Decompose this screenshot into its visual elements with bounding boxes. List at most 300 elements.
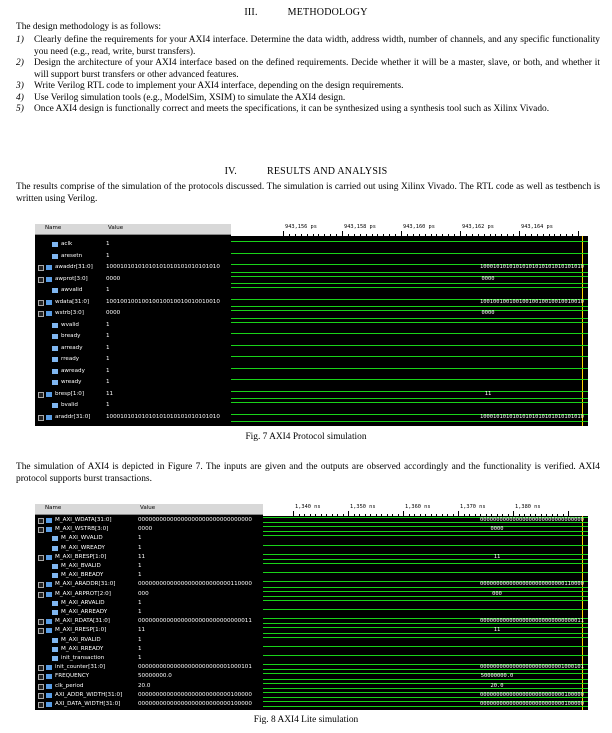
ruler-tick-mark (407, 234, 408, 236)
bus-waveform-value: 10001010101010101010101010101010 (480, 413, 584, 420)
ruler-tick-mark (377, 234, 378, 236)
signal-value: 00000000000000000000000001000101 (138, 664, 252, 671)
signal-name: M_AXI_ARREADY (61, 609, 108, 615)
bus-signal-icon (46, 265, 52, 270)
expand-toggle-icon[interactable] (38, 518, 44, 524)
signal-name: wdata[31:0] (55, 298, 90, 305)
signal-row[interactable] (35, 343, 231, 354)
ruler-tick-mark (436, 514, 437, 516)
signal-value: 1 (106, 241, 110, 247)
signal-name: M_AXI_WREADY (61, 544, 105, 551)
results-heading-text: RESULTS AND ANALYSIS (266, 166, 388, 177)
ruler-tick-mark (299, 514, 300, 516)
ruler-tick-label: 943,164 ps (521, 224, 553, 230)
ruler-tick-mark (495, 234, 496, 236)
ruler-tick-mark (398, 514, 399, 516)
expand-toggle-icon[interactable] (38, 665, 44, 671)
ruler-tick-mark (337, 514, 338, 516)
ruler-tick-mark (537, 234, 538, 236)
fig8-simulation-screenshot (35, 504, 588, 710)
expand-toggle-icon[interactable] (38, 684, 44, 690)
signal-icon (52, 403, 58, 408)
ruler-tick-mark (464, 514, 465, 516)
signal-row[interactable] (35, 262, 231, 273)
bit-waveform (231, 379, 588, 380)
expand-toggle-icon[interactable] (38, 415, 44, 421)
step-text: Design the architecture of your AXI4 interface based on the defined requirements. Decide whether it will be a master, slave, or both, and whether it will support burst transfers or other advanced features. (34, 58, 600, 80)
bus-signal-icon (46, 665, 52, 670)
signal-row[interactable] (35, 389, 231, 400)
signal-name: AXI_ADDR_WIDTH[31:0] (55, 691, 123, 698)
bus-signal-icon (46, 582, 52, 587)
ruler-tick-mark (507, 234, 508, 236)
step-text: Once AXI4 design is functionally correct and meets the specifications, it can be synthesized using a synthesis tool such as Xilinx Vivado. (34, 104, 550, 114)
ruler-tick-mark (326, 514, 327, 516)
bus-signal-icon (46, 592, 52, 597)
signal-icon (52, 546, 58, 551)
step-text: Write Verilog RTL code to implement your AXI4 interface, depending on the design requirements. (34, 81, 404, 91)
signal-row[interactable] (35, 354, 231, 365)
signal-icon (52, 334, 58, 339)
expand-toggle-icon[interactable] (38, 555, 44, 561)
signal-value: 11 (106, 390, 114, 397)
ruler-tick-mark (490, 234, 491, 236)
signal-value: 1 (138, 645, 142, 652)
ruler-tick-mark (525, 234, 526, 236)
ruler-tick-mark (472, 234, 473, 236)
signal-row[interactable] (35, 400, 231, 411)
ruler-tick-mark (425, 514, 426, 516)
ruler-tick-mark (381, 514, 382, 516)
signal-row[interactable] (35, 366, 231, 377)
ruler-tick-mark (318, 234, 319, 236)
results-heading (0, 166, 612, 177)
signal-row[interactable] (35, 308, 231, 319)
signal-value: 00000000000000000000000000100000 (138, 691, 252, 698)
signal-row[interactable] (35, 320, 231, 331)
bit-waveform (263, 655, 588, 656)
signal-value: 00000000000000000000000000000000 (138, 517, 252, 523)
bus-waveform-value: 20.0 (490, 682, 504, 689)
ruler-tick-mark (389, 234, 390, 236)
ruler-tick-mark (566, 234, 567, 236)
bus-waveform (263, 627, 588, 633)
ruler-tick-label: 943,162 ps (462, 224, 494, 230)
waveform-area[interactable] (231, 224, 588, 426)
signal-name: init_counter[31:0] (55, 664, 106, 671)
signal-row[interactable] (35, 699, 263, 710)
fig7-simulation-screenshot (35, 224, 588, 426)
ruler-tick-mark (395, 234, 396, 236)
signal-name: aresetn (61, 252, 83, 259)
signal-name: M_AXI_ARADDR[31:0] (55, 581, 116, 588)
signal-icon (52, 254, 58, 259)
signal-row[interactable] (35, 239, 231, 250)
signal-value: 00000000000000000000000000000011 (138, 618, 252, 625)
signal-value: 1 (106, 333, 110, 339)
ruler-tick-mark (359, 514, 360, 516)
signal-name: clk_period (55, 682, 84, 689)
expand-toggle-icon[interactable] (38, 582, 44, 588)
methodology-heading-number: III. (244, 7, 258, 18)
ruler-tick-mark (431, 514, 432, 516)
bus-signal-icon (46, 693, 52, 698)
signal-icon (52, 656, 58, 661)
signal-icon (52, 346, 58, 351)
signal-icon (52, 357, 58, 362)
signal-value: 1 (106, 367, 110, 374)
signal-value: 000 (138, 590, 149, 597)
bit-waveform (231, 322, 588, 323)
results-paragraph-2: The simulation of AXI4 is depicted in Figure 7. The inputs are given and the outputs are observed accordingly and the functionality is verified. AXI4 protocol supports burst transactions. (16, 462, 600, 484)
bus-signal-icon (46, 277, 52, 282)
signal-name: awready (61, 367, 85, 374)
signal-icon (52, 536, 58, 541)
signal-name: wready (61, 379, 82, 385)
ruler-tick-label: 1,340 ns (295, 504, 321, 510)
ruler-tick-mark (502, 514, 503, 516)
ruler-tick-mark (436, 234, 437, 236)
signal-row[interactable] (35, 251, 231, 262)
column-header (35, 224, 231, 235)
results-heading-number: IV. (224, 166, 237, 177)
bus-waveform-value: 0000 (490, 526, 504, 533)
ruler-tick-mark (301, 234, 302, 236)
bus-waveform-value: 50000000.0 (480, 673, 514, 680)
ruler-tick-mark (478, 234, 479, 236)
ruler-tick-mark (365, 514, 366, 516)
bus-waveform-value: 10001010101010101010101010101010 (480, 264, 584, 270)
signal-name: bready (61, 333, 81, 339)
ruler-tick-mark (460, 231, 461, 236)
ruler-tick-mark (453, 514, 454, 516)
ruler-tick-mark (519, 514, 520, 516)
bit-waveform (263, 637, 588, 638)
signal-value: 11 (138, 553, 146, 560)
ruler-tick-mark (370, 514, 371, 516)
signal-icon (52, 601, 58, 606)
ruler-tick-mark (557, 514, 558, 516)
ruler-tick-mark (524, 514, 525, 516)
signal-value: 11 (138, 627, 146, 634)
signal-row[interactable] (35, 377, 231, 388)
methodology-intro: The design methodology is as follows: (16, 22, 162, 32)
ruler-tick-mark (546, 514, 547, 516)
bus-signal-icon (46, 619, 52, 624)
ruler-tick-mark (568, 511, 569, 516)
signal-name: FREQUENCY (55, 673, 90, 680)
signal-name: init_transaction (61, 655, 105, 661)
signal-value: 1 (106, 344, 110, 351)
ruler-tick-mark (530, 514, 531, 516)
bit-waveform (231, 287, 588, 288)
ruler-tick-mark (324, 234, 325, 236)
signal-row[interactable] (35, 274, 231, 285)
bus-waveform-value: 10010010010010010010010010010010 (480, 298, 584, 305)
ruler-tick-mark (572, 234, 573, 236)
step-number: 2) (16, 58, 24, 68)
signal-name: M_AXI_BVALID (61, 563, 101, 569)
bit-waveform (263, 545, 588, 546)
ruler-tick-mark (519, 231, 520, 236)
bit-waveform (263, 572, 588, 573)
bus-waveform (263, 683, 588, 689)
signal-icon (52, 564, 58, 569)
ruler-tick-mark (401, 231, 402, 236)
ruler-tick-mark (431, 234, 432, 236)
bus-waveform-value: 00000000000000000000000000000011 (480, 618, 584, 625)
ruler-tick-mark (354, 514, 355, 516)
ruler-tick-mark (332, 514, 333, 516)
ruler-tick-mark (513, 511, 514, 516)
signal-row[interactable] (35, 331, 231, 342)
signal-value: 0000 (106, 310, 121, 316)
ruler-tick-mark (304, 514, 305, 516)
signal-value: 20.0 (138, 682, 151, 689)
signal-name: rready (61, 356, 80, 362)
ruler-tick-mark (409, 514, 410, 516)
methodology-step (16, 93, 600, 105)
ruler-tick-mark (475, 514, 476, 516)
ruler-tick-mark (366, 234, 367, 236)
ruler-tick-label: 1,360 ns (405, 504, 431, 510)
ruler-tick-label: 1,380 ns (515, 504, 541, 510)
ruler-tick-mark (387, 514, 388, 516)
signal-icon (52, 288, 58, 293)
fig7-caption: Fig. 7 AXI4 Protocol simulation (245, 432, 367, 442)
ruler-tick-mark (420, 514, 421, 516)
ruler-tick-mark (283, 231, 284, 236)
ruler-tick-mark (447, 514, 448, 516)
signal-name: bvalid (61, 402, 78, 408)
ruler-tick-mark (454, 234, 455, 236)
signal-name: awvalid (61, 287, 83, 293)
signal-row[interactable] (35, 412, 231, 423)
expand-toggle-icon[interactable] (38, 265, 44, 271)
bus-signal-icon (46, 518, 52, 523)
expand-toggle-icon[interactable] (38, 592, 44, 598)
expand-toggle-icon[interactable] (38, 702, 44, 708)
expand-toggle-icon[interactable] (38, 392, 44, 398)
signal-name: M_AXI_RRESP[1:0] (55, 627, 107, 634)
results-paragraph-1: The results comprise of the simulation of the protocols discussed. The simulation is carried out using Xilinx Vivado. The RTL code as well as testbench is written using Verilog. (16, 182, 600, 204)
bus-waveform-value: 000 (492, 590, 502, 597)
signal-name: AXI_DATA_WIDTH[31:0] (55, 701, 121, 707)
signal-value: 1 (138, 655, 142, 661)
ruler-tick-mark (513, 234, 514, 236)
methodology-step (16, 104, 600, 116)
ruler-tick-mark (469, 514, 470, 516)
signal-value: 1 (138, 572, 142, 579)
fig8-caption: Fig. 8 AXI4 Lite simulation (253, 715, 359, 725)
ruler-tick-mark (497, 514, 498, 516)
signal-value: 1 (106, 252, 110, 259)
ruler-tick-mark (458, 511, 459, 516)
expand-toggle-icon[interactable] (38, 300, 44, 306)
ruler-tick-mark (414, 514, 415, 516)
bit-waveform (263, 600, 588, 601)
signal-value: 00000000000000000000000000100000 (138, 701, 252, 707)
ruler-tick-mark (554, 234, 555, 236)
step-number: 1) (16, 35, 24, 45)
bus-waveform-value: 11 (493, 627, 501, 634)
signal-value: 1 (138, 563, 142, 569)
signal-value: 1 (106, 402, 110, 408)
signal-icon (52, 647, 58, 652)
signal-value: 10001010101010101010101010101010 (106, 264, 220, 270)
signal-icon (52, 323, 58, 328)
signal-name: M_AXI_RDATA[31:0] (55, 618, 110, 625)
signal-value: 1 (106, 379, 110, 385)
bit-waveform (263, 609, 588, 610)
signal-value: 1 (106, 356, 110, 362)
bus-waveform-value: 00000000000000000000000000000000 (480, 517, 584, 523)
bus-signal-icon (46, 674, 52, 679)
bit-waveform (263, 535, 588, 536)
ruler-tick-mark (330, 234, 331, 236)
expand-toggle-icon[interactable] (38, 674, 44, 680)
bit-waveform (231, 368, 588, 369)
signal-row[interactable] (35, 285, 231, 296)
signal-icon (52, 369, 58, 374)
bus-signal-icon (46, 392, 52, 397)
ruler-tick-mark (578, 231, 579, 236)
bus-waveform-value: 0000 (481, 310, 495, 316)
signal-value: 1 (138, 636, 142, 643)
ruler-tick-mark (383, 234, 384, 236)
signal-icon (52, 610, 58, 615)
ruler-tick-mark (348, 234, 349, 236)
ruler-tick-mark (343, 514, 344, 516)
methodology-heading-text: METHODOLOGY (287, 7, 368, 18)
ruler-tick-mark (342, 231, 343, 236)
bus-signal-icon (46, 628, 52, 633)
bit-waveform (231, 241, 588, 242)
bus-signal-icon (46, 311, 52, 316)
bit-waveform (231, 402, 588, 403)
ruler-tick-label: 943,156 ps (285, 224, 317, 230)
bus-waveform (231, 310, 588, 319)
bus-waveform (231, 276, 588, 285)
bus-signal-icon (46, 300, 52, 305)
ruler-tick-mark (315, 514, 316, 516)
bus-waveform (263, 591, 588, 597)
ruler-tick-mark (372, 234, 373, 236)
ruler-tick-mark (403, 511, 404, 516)
signal-value: 0000 (138, 526, 153, 533)
ruler-tick-mark (289, 234, 290, 236)
bus-waveform (231, 391, 588, 400)
ruler-tick-mark (448, 234, 449, 236)
signal-name: M_AXI_ARPROT[2:0] (55, 590, 111, 597)
ruler-tick-label: 943,160 ps (403, 224, 435, 230)
signal-icon (52, 380, 58, 385)
signal-icon (52, 242, 58, 247)
signal-value: 10010010010010010010010010010010 (106, 298, 220, 305)
ruler-tick-mark (563, 514, 564, 516)
bus-waveform-value: 00000000000000000000000001000101 (480, 664, 584, 671)
ruler-tick-mark (480, 514, 481, 516)
expand-toggle-icon[interactable] (38, 311, 44, 317)
ruler-tick-mark (541, 514, 542, 516)
step-number: 3) (16, 81, 24, 91)
signal-name: M_AXI_WSTRB[3:0] (55, 526, 109, 533)
name-column-header[interactable]: Name (45, 505, 62, 511)
bus-signal-icon (46, 527, 52, 532)
bit-waveform (231, 345, 588, 346)
signal-value: 1 (138, 599, 142, 606)
ruler-tick-mark (336, 234, 337, 236)
signal-value: 1 (106, 321, 110, 328)
ruler-tick-mark (425, 234, 426, 236)
ruler-tick-mark (466, 234, 467, 236)
signal-name: M_AXI_RREADY (61, 645, 104, 652)
ruler-tick-mark (486, 514, 487, 516)
bus-waveform-value: 00000000000000000000000000110000 (480, 581, 584, 588)
name-column-header[interactable]: Name (45, 225, 62, 231)
ruler-tick-mark (508, 514, 509, 516)
waveform-area[interactable] (263, 504, 588, 710)
step-text: Clearly define the requirements for your AXI4 interface. Determine the data width, address width, number of channels, and any specific functionality you need (e.g., read, write, burst transfers). (34, 35, 600, 57)
signal-value: 10001010101010101010101010101010 (106, 413, 220, 420)
signal-value: 1 (106, 287, 110, 293)
bus-signal-icon (46, 684, 52, 689)
signal-name: M_AXI_RVALID (61, 636, 101, 643)
ruler-tick-mark (419, 234, 420, 236)
ruler-tick-mark (560, 234, 561, 236)
expand-toggle-icon[interactable] (38, 277, 44, 283)
signal-value: 1 (138, 535, 142, 542)
bus-waveform (263, 526, 588, 532)
expand-toggle-icon[interactable] (38, 628, 44, 634)
signal-name: aclk (61, 241, 73, 247)
bus-waveform (263, 673, 588, 679)
bus-waveform-value: 0000 (481, 275, 495, 282)
signal-name: arready (61, 344, 83, 351)
signal-value: 50000000.0 (138, 673, 172, 680)
ruler-tick-mark (307, 234, 308, 236)
ruler-tick-mark (442, 514, 443, 516)
ruler-tick-mark (484, 234, 485, 236)
ruler-tick-mark (310, 514, 311, 516)
ruler-tick-mark (549, 234, 550, 236)
ruler-tick-mark (491, 514, 492, 516)
bit-waveform (231, 333, 588, 334)
signal-name: awprot[3:0] (55, 275, 88, 282)
bus-waveform-value: 00000000000000000000000000100000 (480, 701, 584, 707)
expand-toggle-icon[interactable] (38, 619, 44, 625)
bus-signal-icon (46, 415, 52, 420)
ruler-tick-mark (295, 234, 296, 236)
bit-waveform (231, 253, 588, 254)
expand-toggle-icon[interactable] (38, 527, 44, 533)
step-number: 5) (16, 104, 24, 114)
signal-value: 00000000000000000000000000110000 (138, 581, 252, 588)
methodology-heading (0, 7, 612, 18)
bus-waveform (263, 554, 588, 560)
expand-toggle-icon[interactable] (38, 693, 44, 699)
signal-icon (52, 573, 58, 578)
value-column-header[interactable]: Value (140, 505, 156, 511)
signal-name: M_AXI_BRESP[1:0] (55, 553, 107, 560)
signal-row[interactable] (35, 297, 231, 308)
value-column-header[interactable]: Value (108, 225, 124, 231)
column-header (35, 504, 263, 515)
signal-name: M_AXI_WDATA[31:0] (55, 517, 112, 523)
methodology-steps-list (16, 35, 600, 116)
bit-waveform (263, 563, 588, 564)
time-ruler (263, 504, 588, 516)
